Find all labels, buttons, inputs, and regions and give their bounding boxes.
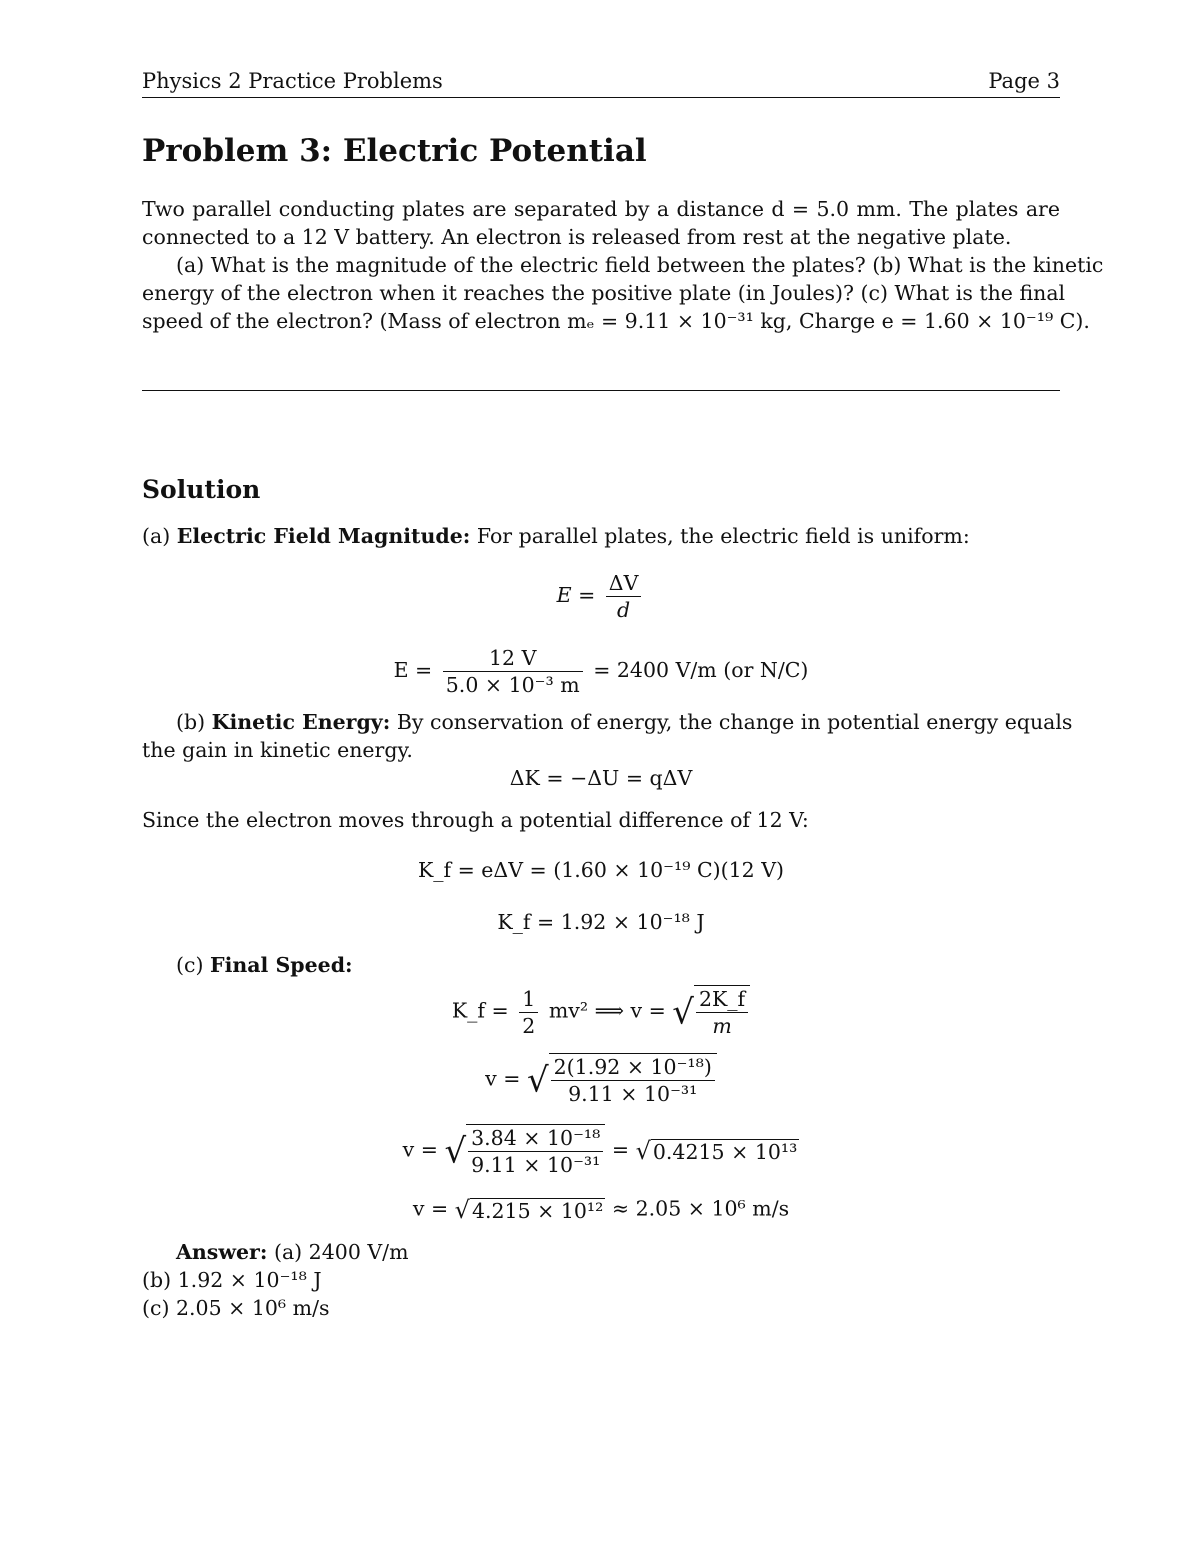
part-c-intro — [176, 953, 1094, 977]
problem-line-4: energy of the electron when it reaches the positive plate (in Joules)? (c) What is the final — [142, 281, 1066, 305]
answer-c: (c) 2.05 × 10⁶ m/s — [142, 1296, 330, 1320]
equation-field-definition — [142, 570, 1060, 623]
part-a-text: For parallel plates, the electric field is uniform: — [476, 524, 970, 548]
eq2-denominator: 5.0 × 10⁻³ m — [445, 673, 580, 697]
eq7-lhs: v = — [485, 1066, 521, 1091]
part-b-intro — [176, 710, 1073, 734]
equation-field-value — [142, 645, 1060, 698]
part-a-title: Electric Field Magnitude: — [176, 524, 471, 548]
eq6-half-numerator: 1 — [519, 986, 538, 1013]
eq7-numerator: 2(1.92 × 10⁻¹⁸) — [551, 1054, 715, 1081]
sqrt-symbol: √ — [526, 1060, 549, 1101]
answer-line-a — [176, 1240, 1094, 1264]
eq8-rhs-root — [636, 1137, 800, 1165]
eq9-root — [455, 1196, 606, 1224]
eq8-numerator: 3.84 × 10⁻¹⁸ — [468, 1125, 603, 1152]
eq9-root-value: 4.215 × 10¹² — [471, 1199, 604, 1223]
eq6-root-numerator: 2K_f — [696, 986, 748, 1013]
part-c-label: (c) — [176, 953, 204, 977]
eq1-lhs: E = — [556, 583, 596, 607]
page-number: Page 3 — [988, 69, 1060, 93]
part-b-text-1: By conservation of energy, the change in potential energy equals — [396, 710, 1073, 734]
equation-kinetic-energy-result: K_f = 1.92 × 10⁻¹⁸ J — [497, 910, 705, 934]
problem-line-5: speed of the electron? (Mass of electron mₑ = 9.11 × 10⁻³¹ kg, Charge e = 1.60 × 10⁻¹⁹ C). — [142, 309, 1090, 333]
eq6-root — [672, 985, 750, 1039]
answer-a: (a) 2400 V/m — [273, 1240, 409, 1264]
equation-speed-substitution — [142, 1053, 1060, 1107]
header-rule — [142, 97, 1060, 98]
answer-label: Answer: — [176, 1240, 268, 1264]
solution-heading: Solution — [142, 475, 261, 504]
part-b-text-2: the gain in kinetic energy. — [142, 738, 413, 762]
eq2-lhs: E = — [393, 658, 433, 682]
eq1-numerator: ΔV — [606, 570, 642, 597]
eq6-middle: mv² ⟹ v = — [548, 998, 666, 1023]
equation-speed-formula — [142, 985, 1060, 1039]
eq9-lhs: v = — [412, 1196, 449, 1221]
eq7-root — [527, 1053, 717, 1107]
eq1-denominator: d — [617, 598, 631, 622]
eq2-numerator: 12 V — [443, 645, 583, 672]
part-a-intro — [142, 524, 1060, 548]
eq9-rhs: ≈ 2.05 × 10⁶ m/s — [611, 1196, 790, 1221]
eq6-half-denominator: 2 — [522, 1013, 536, 1038]
answer-b: (b) 1.92 × 10⁻¹⁸ J — [142, 1268, 322, 1292]
eq2-fraction — [443, 645, 583, 698]
part-a-label: (a) — [142, 524, 171, 548]
sqrt-symbol: √ — [444, 1131, 467, 1172]
sqrt-symbol: √ — [454, 1196, 470, 1224]
equation-energy-conservation: ΔK = −ΔU = qΔV — [509, 766, 693, 790]
eq8-denominator: 9.11 × 10⁻³¹ — [471, 1153, 601, 1177]
eq8-rhs: 0.4215 × 10¹³ — [652, 1140, 798, 1164]
part-b-title: Kinetic Energy: — [211, 710, 391, 734]
eq8-root — [444, 1124, 605, 1178]
sqrt-symbol: √ — [672, 992, 694, 1033]
equation-speed-simplify — [142, 1124, 1060, 1178]
part-b-label: (b) — [176, 710, 206, 734]
problem-line-1: Two parallel conducting plates are separated by a distance d = 5.0 mm. The plates are — [142, 197, 1060, 221]
eq8-equals: = — [611, 1137, 630, 1162]
eq8-lhs: v = — [402, 1137, 438, 1162]
problem-line-2: connected to a 12 V battery. An electron is released from rest at the negative plate. — [142, 225, 1012, 249]
equation-speed-result — [142, 1196, 1060, 1224]
eq6-root-denominator: m — [712, 1014, 732, 1038]
since-text: Since the electron moves through a potential difference of 12 V: — [142, 808, 809, 832]
problem-line-3: (a) What is the magnitude of the electric field between the plates? (b) What is the kinetic — [176, 253, 1104, 277]
section-divider — [142, 390, 1060, 391]
eq1-fraction — [606, 570, 642, 623]
part-c-title: Final Speed: — [210, 953, 353, 977]
equation-kinetic-energy-setup: K_f = eΔV = (1.60 × 10⁻¹⁹ C)(12 V) — [417, 858, 785, 882]
eq6-lhs: K_f = — [451, 998, 509, 1023]
running-header-title: Physics 2 Practice Problems — [142, 69, 443, 93]
eq2-rhs: = 2400 V/m (or N/C) — [593, 658, 809, 682]
problem-title: Problem 3: Electric Potential — [142, 133, 647, 169]
sqrt-symbol: √ — [635, 1137, 651, 1165]
eq6-half-fraction — [519, 986, 538, 1039]
eq7-denominator: 9.11 × 10⁻³¹ — [568, 1082, 698, 1106]
